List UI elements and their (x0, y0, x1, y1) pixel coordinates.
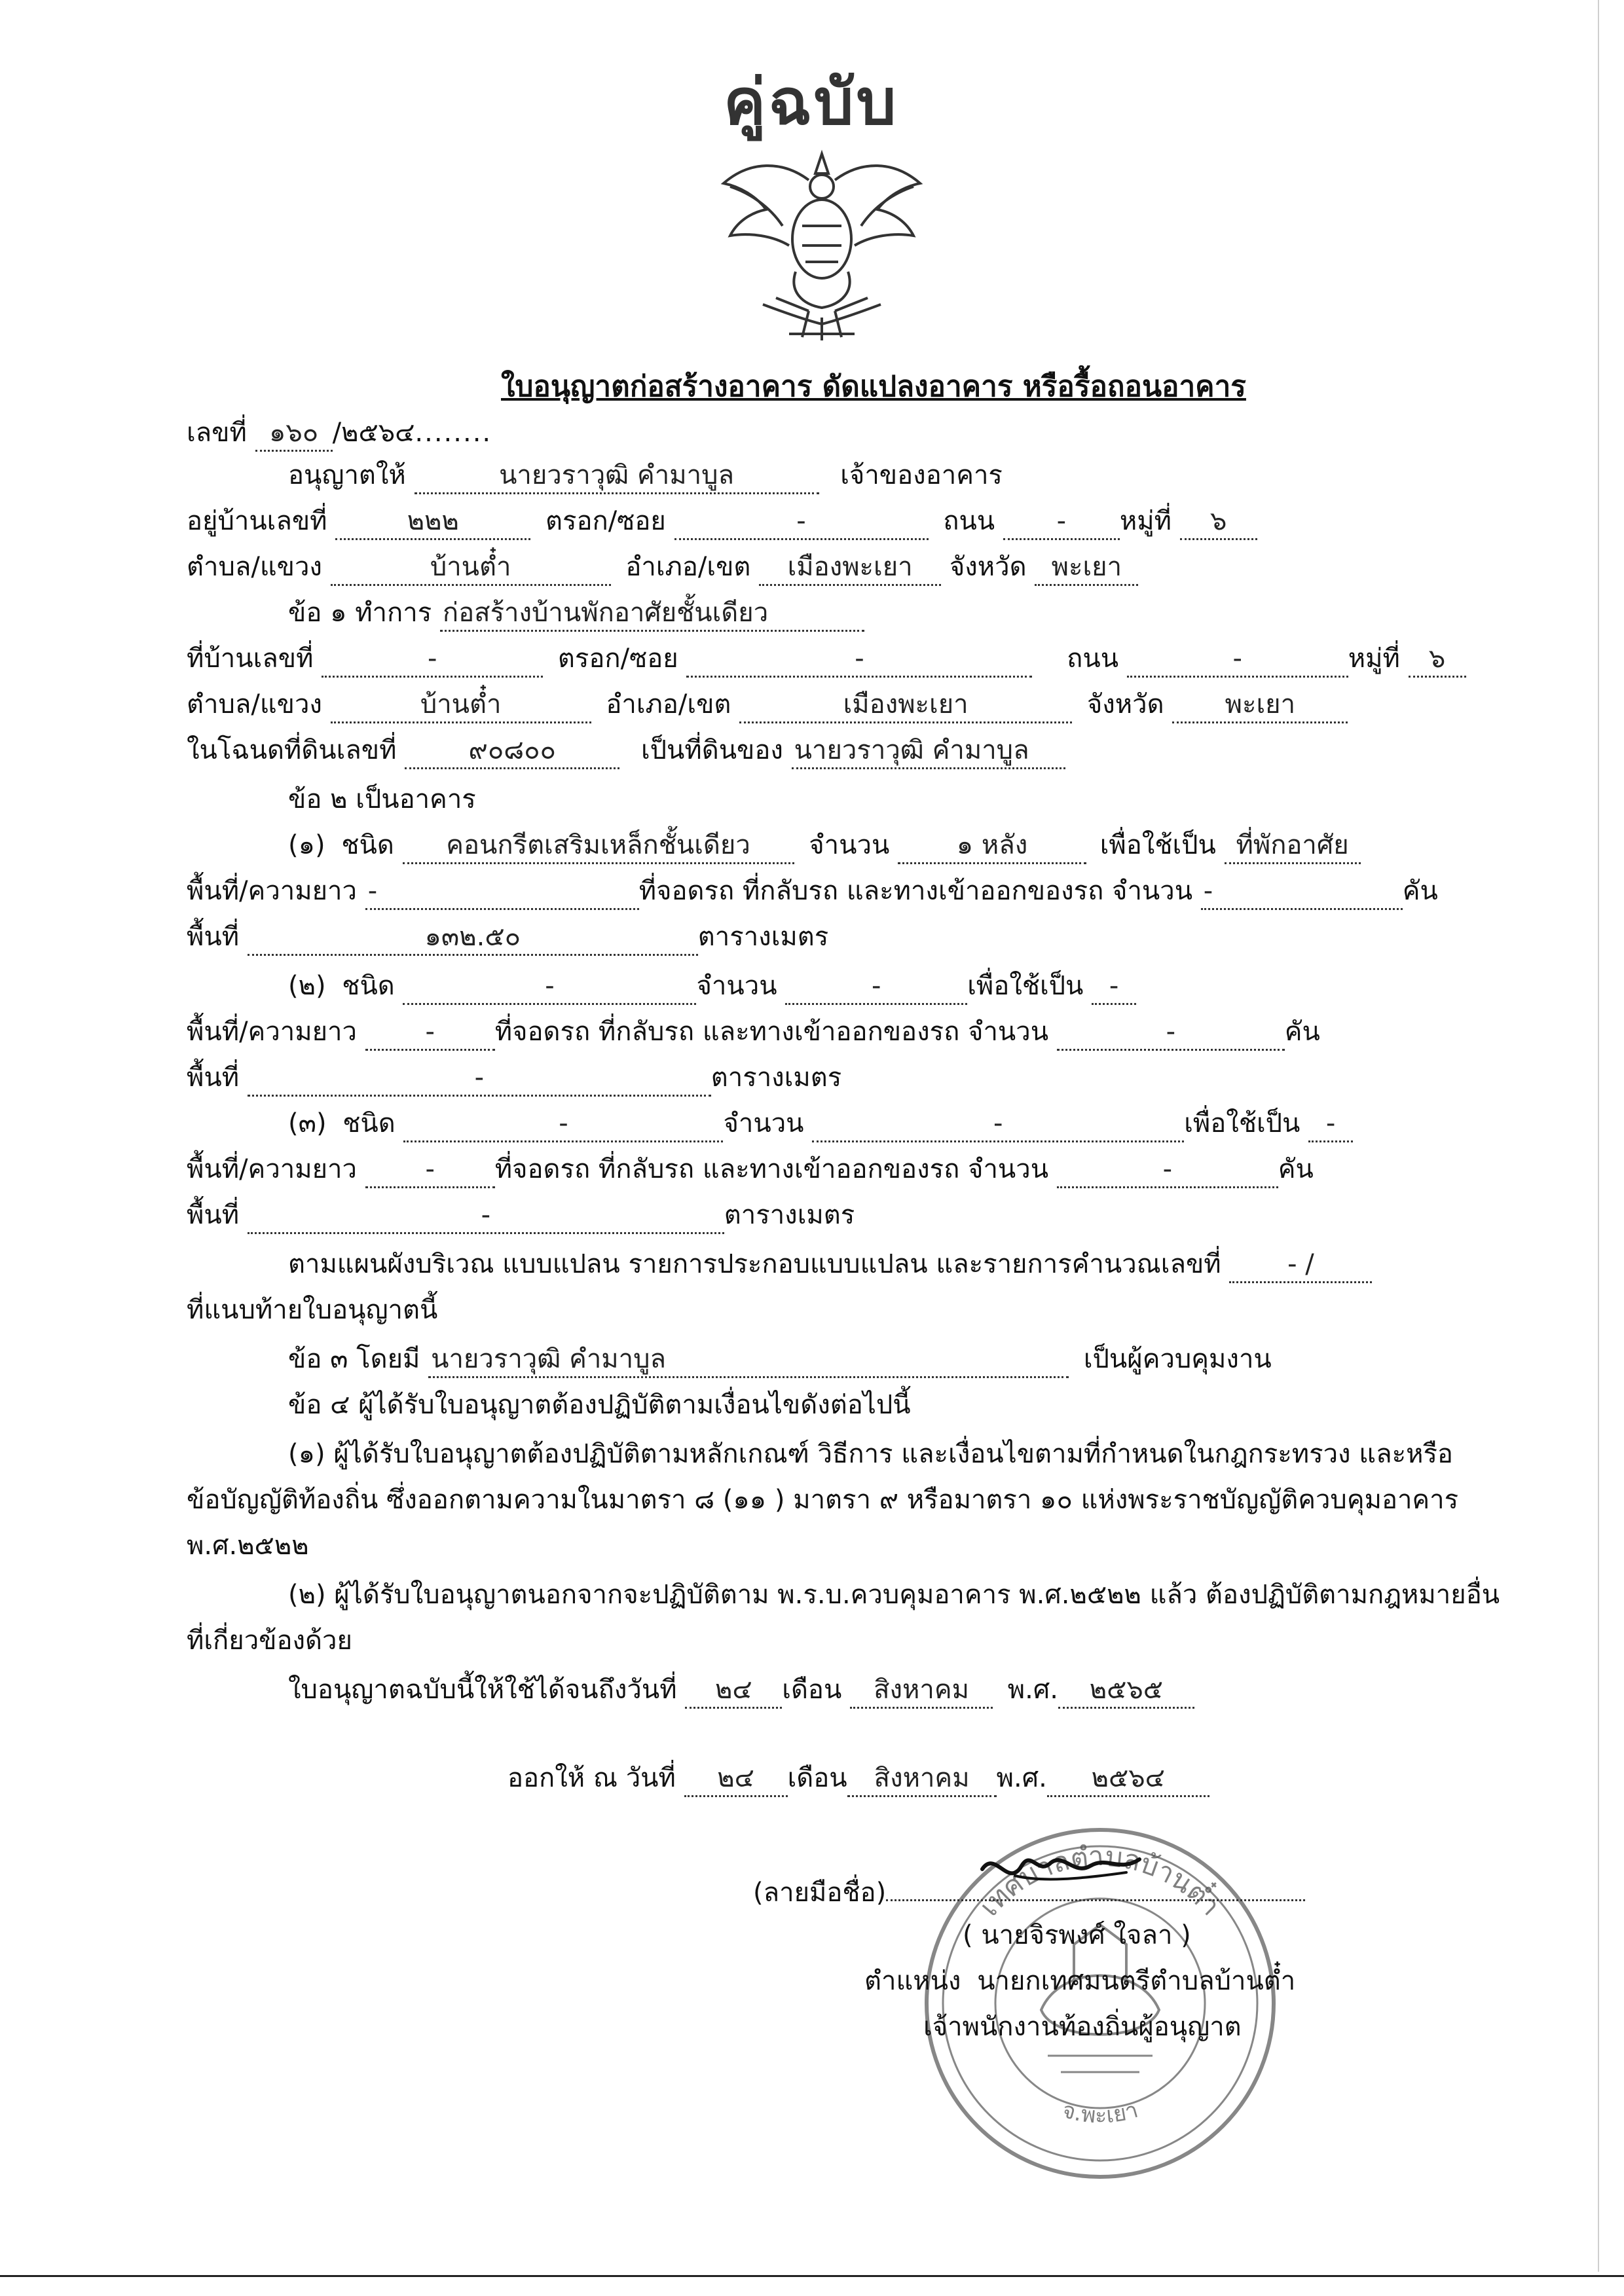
plan-text-row (288, 1247, 1372, 1283)
parking-label: ที่จอดรถ ที่กลับรถ และทางเข้าออกของรถ จำนวน (494, 1017, 1049, 1047)
building-3-area: - (248, 1198, 724, 1234)
site-house-no: - (322, 642, 543, 678)
grantee-name: นายวราวุฒิ คำมาบูล (415, 458, 819, 494)
bottom-border (0, 2275, 1624, 2277)
signer-position: นายกเทศมนตรีตำบลบ้านต๋ำ (977, 1966, 1296, 1996)
deed-number: ๙๐๘๐๐ (405, 733, 619, 769)
month-label: เดือน (787, 1763, 847, 1793)
condition-2-line-1: (๒) ผู้ได้รับใบอนุญาตนอกจากจะปฏิบัติตาม พ.ร.บ.ควบคุมอาคาร พ.ศ.๒๕๒๒ แล้ว ต้องปฏิบัติตามกฎหมายอื่น (288, 1580, 1500, 1610)
car-unit-label: คัน (1278, 1154, 1314, 1184)
parking-label: ที่จอดรถ ที่กลับรถ และทางเข้าออกของรถ จำนวน (494, 1154, 1049, 1184)
area-length-label: พื้นที่/ความยาว (187, 1154, 357, 1184)
deed-owner: นายวราวุฒิ คำมาบูล (792, 733, 1065, 769)
site-address-row-1 (187, 642, 1466, 678)
site-address-row-2 (187, 687, 1348, 723)
site-soi-label: ตรอก/ซอย (557, 644, 678, 674)
site-province: พะเยา (1172, 687, 1348, 723)
scan-edge (1598, 0, 1599, 2272)
building-3-type: - (403, 1106, 723, 1142)
condition-1-line-3: พ.ศ.๒๕๒๒ (187, 1531, 309, 1561)
supervisor-name: นายวราวุฒิ คำมาบูล (428, 1342, 1069, 1378)
permit-year-value: /๒๕๖๔ (332, 418, 415, 448)
car-unit-label: คัน (1284, 1017, 1320, 1047)
deed-row (187, 733, 1065, 769)
area-label: พื้นที่ (187, 922, 240, 952)
soi-label: ตรอก/ซอย (545, 506, 666, 536)
province-label: จังหวัด (949, 552, 1027, 582)
condition-1-line-1: (๑) ผู้ได้รับใบอนุญาตต้องปฏิบัติตามหลักเกณฑ์ วิธีการ และเงื่อนไขตามที่กำหนดในกฎกระทรวง และหรือ (288, 1439, 1453, 1469)
amphoe-label: อำเภอ/เขต (625, 552, 751, 582)
item-4-label: ข้อ ๔ ผู้ได้รับใบอนุญาตต้องปฏิบัติตามเงื่อนไขดังต่อไปนี้ (288, 1390, 911, 1420)
sqm-label: ตารางเมตร (697, 922, 829, 952)
plan-text-line-2: ที่แนบท้ายใบอนุญาตนี้ (187, 1295, 438, 1325)
car-unit-label: คัน (1402, 876, 1438, 906)
building-3-length: - (365, 1152, 495, 1188)
owner-tambon: บ้านต๋ำ (331, 550, 611, 586)
building-2-count: - (785, 969, 967, 1005)
use-label: เพื่อใช้เป็น (1099, 830, 1216, 860)
count-label: จำนวน (696, 971, 777, 1001)
issued-row (507, 1761, 1209, 1797)
condition-2-line-2: ที่เกี่ยวข้องด้วย (187, 1626, 352, 1656)
parking-label: ที่จอดรถ ที่กลับรถ และทางเข้าออกของรถ จำนวน (638, 876, 1193, 906)
item-2-label: ข้อ ๒ เป็นอาคาร (288, 784, 476, 814)
building-2-area-row (187, 1061, 841, 1097)
year-label: พ.ศ. (1007, 1675, 1058, 1705)
issued-label: ออกให้ ณ วันที่ (507, 1763, 676, 1793)
building-3-no: (๓) (288, 1108, 327, 1139)
month-label: เดือน (782, 1675, 842, 1705)
site-amphoe: เมืองพะเยา (739, 687, 1072, 723)
building-1-length: - (365, 874, 639, 910)
building-1-no: (๑) (288, 830, 325, 860)
type-label: ชนิด (341, 830, 394, 860)
building-3-count: - (812, 1106, 1184, 1142)
building-3-parking-row (187, 1152, 1314, 1188)
permit-number-row: เลขที่ ๑๖๐ /๒๕๖๔........ (187, 416, 492, 452)
plan-number: - / (1229, 1247, 1372, 1283)
item-1-value: ก่อสร้างบ้านพักอาศัยชั้นเดียว (440, 596, 864, 632)
site-tambon-label: ตำบล/แขวง (187, 689, 322, 720)
validity-label: ใบอนุญาตฉบับนี้ให้ใช้ได้จนถึงวันที่ (288, 1675, 677, 1705)
building-2-no: (๒) (288, 971, 326, 1001)
handwritten-signature-icon (976, 1836, 1146, 1895)
area-length-label: พื้นที่/ความยาว (187, 1017, 357, 1047)
site-road-label: ถนน (1067, 644, 1119, 674)
issued-month: สิงหาคม (847, 1761, 997, 1797)
year-label: พ.ศ. (996, 1763, 1047, 1793)
permit-number-value: ๑๖๐ (255, 416, 333, 452)
building-3-use: - (1308, 1106, 1353, 1142)
item-3-label: ข้อ ๓ โดยมี (288, 1344, 420, 1374)
count-label: จำนวน (723, 1108, 804, 1139)
tambon-label: ตำบล/แขวง (187, 552, 322, 582)
grantee-row (288, 458, 1003, 494)
building-2-parking-row (187, 1015, 1320, 1051)
copy-stamp-label: คู่ฉบับ (724, 65, 899, 139)
validity-month: สิงหาคม (850, 1673, 993, 1709)
building-3-type-row (288, 1106, 1353, 1142)
issued-year: ๒๕๖๔ (1047, 1761, 1209, 1797)
grantee-label: อนุญาตให้ (288, 460, 406, 490)
site-moo-label: หมู่ที่ (1348, 644, 1400, 674)
owner-road: - (1003, 504, 1120, 540)
building-1-count: ๑ หลัง (898, 828, 1086, 864)
garuda-emblem-icon (710, 147, 933, 344)
site-tambon: บ้านต๋ำ (331, 687, 591, 723)
area-length-label: พื้นที่/ความยาว (187, 876, 357, 906)
signer-name: ( นายจิรพงศ์ ใจลา ) (963, 1920, 1191, 1950)
road-label: ถนน (943, 506, 995, 536)
owner-amphoe: เมืองพะเยา (759, 550, 941, 586)
deed-label: ในโฉนดที่ดินเลขที่ (187, 735, 397, 765)
building-2-use: - (1092, 969, 1136, 1005)
item-3-row (288, 1342, 1272, 1378)
use-label: เพื่อใช้เป็น (967, 971, 1084, 1001)
area-label: พื้นที่ (187, 1200, 240, 1230)
site-road: - (1127, 642, 1348, 678)
building-1-use: ที่พักอาศัย (1225, 828, 1361, 864)
use-label: เพื่อใช้เป็น (1184, 1108, 1301, 1139)
area-label: พื้นที่ (187, 1063, 240, 1093)
item-3-suffix: เป็นผู้ควบคุมงาน (1083, 1344, 1272, 1374)
building-3-area-row (187, 1198, 855, 1234)
house-no-label: อยู่บ้านเลขที่ (187, 506, 327, 536)
seal-top-text: เทศบาลตำบลบ้านต๋ำ (972, 1839, 1227, 1922)
validity-row (288, 1673, 1194, 1709)
owner-address-row-2 (187, 550, 1138, 586)
validity-year: ๒๕๖๕ (1058, 1673, 1194, 1709)
site-province-label: จังหวัด (1086, 689, 1164, 720)
owner-house-no: ๒๒๒ (335, 504, 530, 540)
seal-bottom-text: จ.พะเยา (1059, 2096, 1141, 2129)
grantee-suffix: เจ้าของอาคาร (840, 460, 1003, 490)
building-3-parking: - (1057, 1152, 1278, 1188)
type-label: ชนิด (342, 1108, 396, 1139)
site-soi: - (686, 642, 1032, 678)
site-amphoe-label: อำเภอ/เขต (606, 689, 731, 720)
building-1-parking-row (187, 874, 1438, 910)
building-2-type: - (403, 969, 696, 1005)
building-1-area-row (187, 920, 828, 956)
signature-label: (ลายมือชื่อ) (753, 1878, 887, 1908)
site-house-label: ที่บ้านเลขที่ (187, 644, 314, 674)
building-2-parking: - (1057, 1015, 1285, 1051)
moo-label: หมู่ที่ (1119, 506, 1172, 536)
building-2-type-row (288, 969, 1136, 1005)
validity-day: ๒๔ (685, 1673, 782, 1709)
issued-day: ๒๔ (684, 1761, 788, 1797)
item-1-label: ข้อ ๑ ทำการ (288, 598, 432, 628)
signer-position-row (864, 1964, 1295, 1998)
condition-1-line-2: ข้อบัญญัติท้องถิ่น ซึ่งออกตามความในมาตรา ๘ (๑๑ ) มาตรา ๙ หรือมาตรา ๑๐ แห่งพระราชบัญญัติควบคุมอาคาร (187, 1485, 1459, 1515)
signer-role: เจ้าพนักงานท้องถิ่นผู้อนุญาต (923, 2012, 1242, 2042)
building-1-type-row (288, 828, 1361, 864)
permit-number-label: เลขที่ (187, 418, 247, 448)
plan-text-line-1: ตามแผนผังบริเวณ แบบแปลน รายการประกอบแบบแปลน และรายการคำนวณเลขที่ (288, 1249, 1221, 1279)
sqm-label: ตารางเมตร (710, 1063, 842, 1093)
building-2-area: - (248, 1061, 711, 1097)
building-1-area: ๑๓๒.๕๐ (248, 920, 698, 956)
sqm-label: ตารางเมตร (724, 1200, 855, 1230)
building-1-parking: - (1201, 874, 1403, 910)
page-title: ใบอนุญาตก่อสร้างอาคาร ดัดแปลงอาคาร หรือรื้อถอนอาคาร (501, 370, 1246, 403)
item-1-row (288, 596, 864, 632)
owner-moo: ๖ (1180, 504, 1257, 540)
svg-text:จ.พะเยา (1060, 2097, 1141, 2129)
deed-owner-label: เป็นที่ดินของ (640, 735, 783, 765)
owner-address-row-1 (187, 504, 1257, 540)
type-label: ชนิด (342, 971, 395, 1001)
count-label: จำนวน (809, 830, 890, 860)
owner-soi: - (674, 504, 929, 540)
building-2-length: - (365, 1015, 495, 1051)
building-1-type: คอนกรีตเสริมเหล็กชั้นเดียว (403, 828, 794, 864)
position-label: ตำแหน่ง (864, 1966, 961, 1996)
owner-province: พะเยา (1035, 550, 1138, 586)
site-moo: ๖ (1409, 642, 1466, 678)
